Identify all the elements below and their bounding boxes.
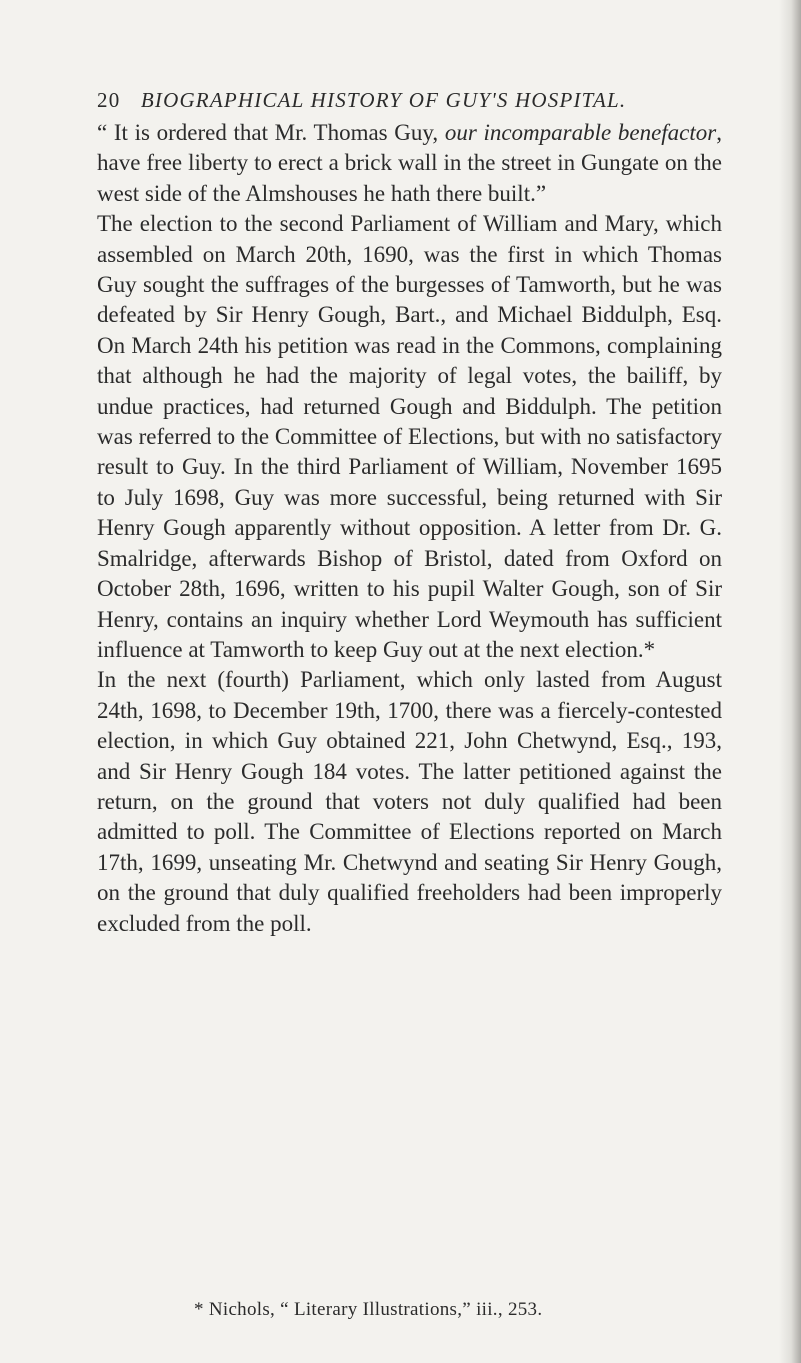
paragraph-order xyxy=(97,118,722,209)
incomparable-benefactor-phrase: our incomparable benefactor xyxy=(444,120,717,145)
footnote: * Nichols, “ Literary Illustrations,” iii., 253. xyxy=(194,1299,543,1320)
page-number: 20 xyxy=(97,88,121,112)
running-title: BIOGRAPHICAL HISTORY OF GUY'S HOSPITAL. xyxy=(140,88,627,112)
body-text xyxy=(97,118,722,939)
paragraph-fourth-parliament: In the next (fourth) Parliament, which only lasted from August 24th, 1698, to December 19th, 1700, there was a fiercely-contested election, in which Guy obtained 221, John Chetwynd, Esq., 193, and Sir Henry Gough 184 votes. The latter petitioned against the return, on the ground that voters not duly qualified had been admitted to poll. The Committee of Elections reported on March 17th, 1699, unseating Mr. Chetwynd and seating Sir Henry Gough, on the ground that duly qualified freeholders had been improperly excluded from the poll. xyxy=(97,667,722,936)
running-header xyxy=(97,88,722,113)
paragraph-second-parliament: The election to the second Parliament of William and Mary, which assembled on March 20th, 1690, was the first in which Thomas Guy sought the suffrages of the burgesses of Tamworth, but he was defeated by Sir Henry Gough, Bart., and Michael Biddulph, Esq. On March 24th his petition was read in the Commons, complaining that although he had the majority of legal votes, the bailiff, by undue practices, had returned Gough and Biddulph. The petition was referred to the Committee of Elections, but with no satisfactory result to Guy. In the third Parliament of William, November 1695 to July 1698, Guy was more successful, being returned with Sir Henry Gough apparently without opposition. A letter from Dr. G. Smalridge, afterwards Bishop of Bristol, dated from Oxford on October 28th, 1696, written to his pupil Walter Gough, son of Sir Henry, contains an inquiry whether Lord Weymouth has sufficient influence at Tamworth to keep Guy out at the next election.* xyxy=(97,211,722,662)
order-text-end: , have free liberty to erect a brick wall in the street in Gungate on the west side of the Almshouses he hath there built.” xyxy=(97,120,722,206)
order-text-start: “ It is ordered that Mr. Thomas Guy, xyxy=(97,120,445,145)
page-edge-shadow xyxy=(779,0,801,1363)
